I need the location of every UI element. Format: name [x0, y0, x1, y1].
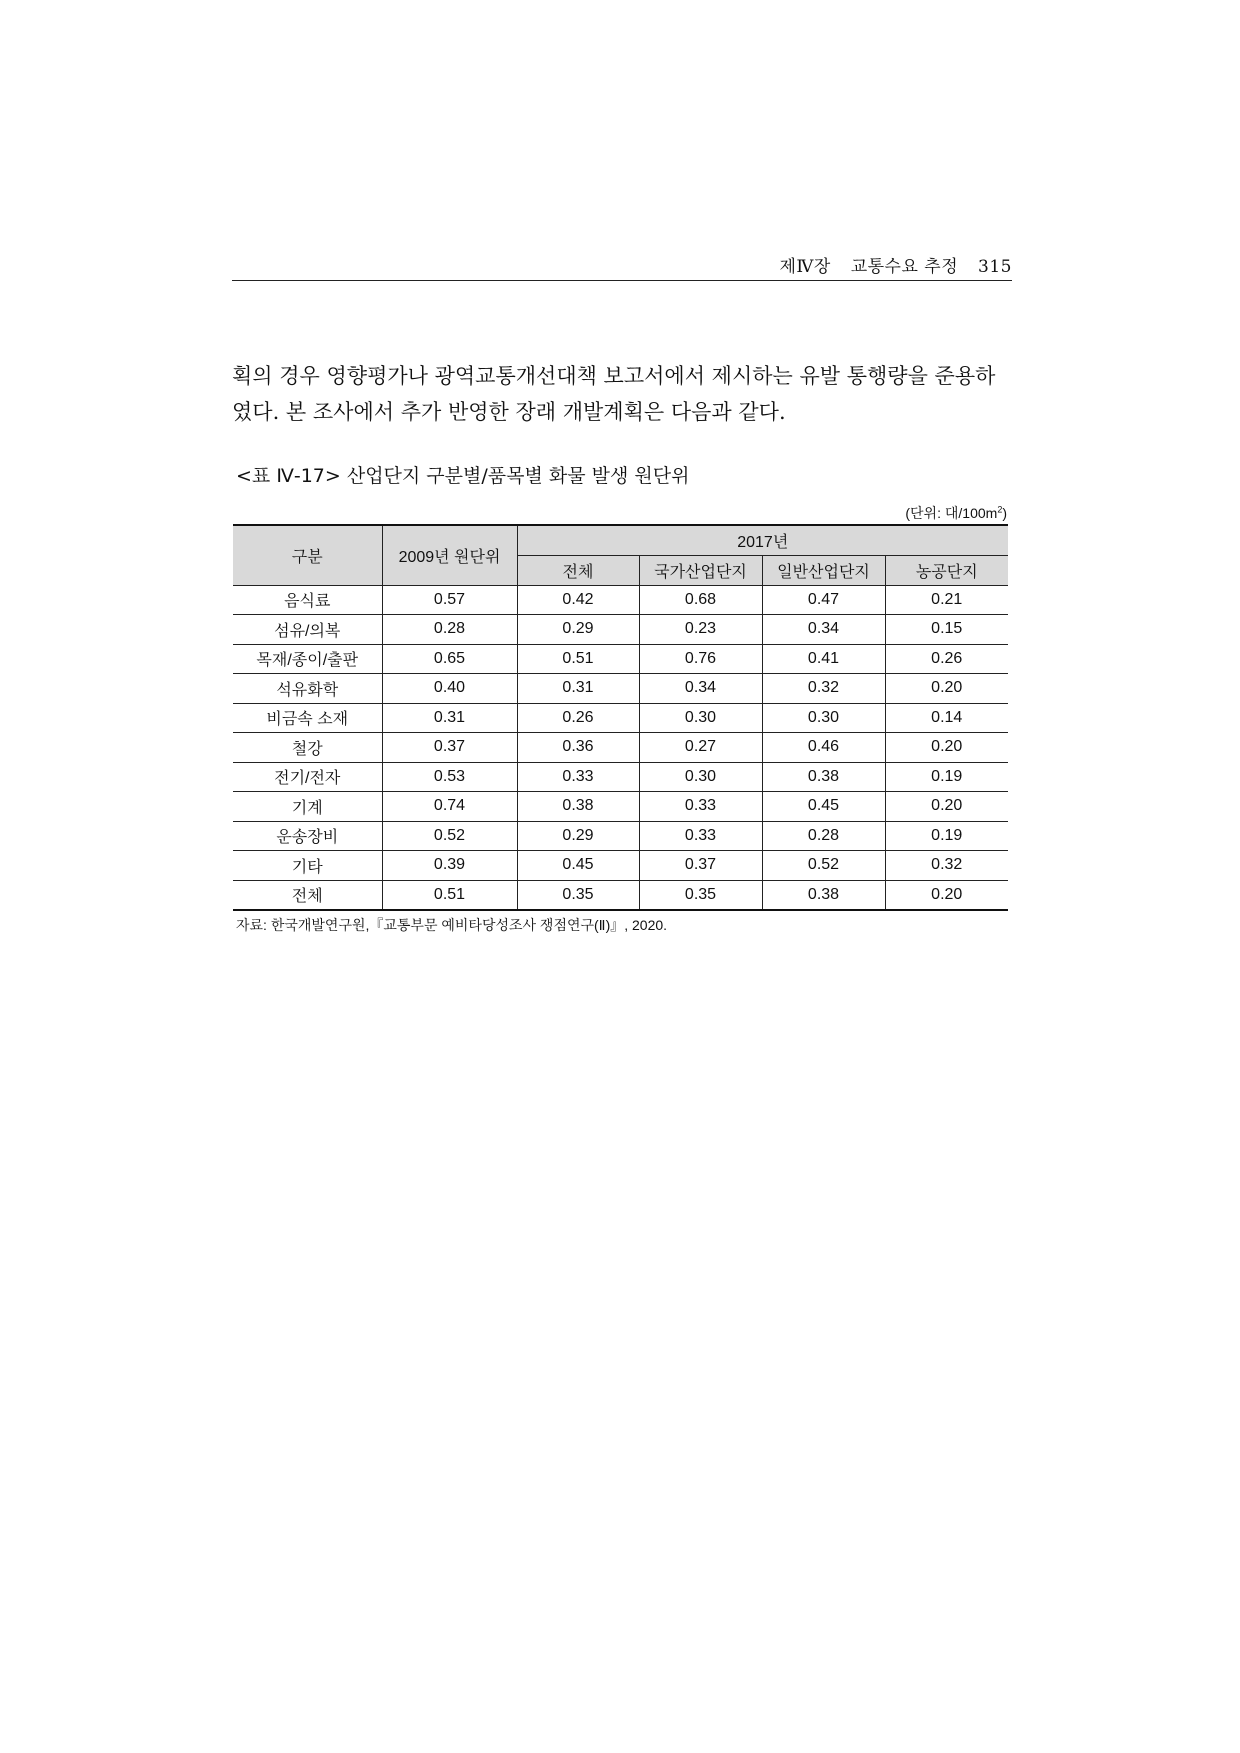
- value-cell: 0.32: [762, 674, 885, 704]
- value-cell: 0.27: [639, 733, 762, 763]
- table-row: [233, 762, 1008, 792]
- value-cell: 0.53: [382, 762, 517, 792]
- row-category-cell: 전기/전자: [233, 762, 382, 792]
- value-cell: 0.19: [885, 821, 1008, 851]
- value-cell: 0.76: [639, 644, 762, 674]
- value-cell: 0.20: [885, 674, 1008, 704]
- table-row: [233, 703, 1008, 733]
- unit-text: (단위: 대/100m: [905, 505, 998, 521]
- header-total: 전체: [517, 556, 639, 586]
- value-cell: 0.21: [885, 585, 1008, 615]
- row-category-cell: 목재/종이/출판: [233, 644, 382, 674]
- value-cell: 0.51: [517, 644, 639, 674]
- value-cell: 0.45: [517, 851, 639, 881]
- value-cell: 0.31: [517, 674, 639, 704]
- value-cell: 0.40: [382, 674, 517, 704]
- value-cell: 0.20: [885, 733, 1008, 763]
- value-cell: 0.30: [639, 762, 762, 792]
- row-category-cell: 전체: [233, 880, 382, 910]
- value-cell: 0.33: [517, 762, 639, 792]
- value-cell: 0.28: [762, 821, 885, 851]
- table-row: [233, 821, 1008, 851]
- value-cell: 0.28: [382, 615, 517, 645]
- freight-rate-table: [233, 524, 1008, 911]
- value-cell: 0.68: [639, 585, 762, 615]
- chapter-number: 제Ⅳ장: [779, 257, 831, 277]
- header-2009: 2009년 원단위: [382, 525, 517, 585]
- table-row: [233, 851, 1008, 881]
- value-cell: 0.41: [762, 644, 885, 674]
- value-cell: 0.38: [762, 880, 885, 910]
- value-cell: 0.38: [517, 792, 639, 822]
- value-cell: 0.19: [885, 762, 1008, 792]
- row-category-cell: 비금속 소재: [233, 703, 382, 733]
- value-cell: 0.35: [517, 880, 639, 910]
- table-row: [233, 585, 1008, 615]
- page-number: 315: [978, 257, 1012, 277]
- value-cell: 0.37: [382, 733, 517, 763]
- row-category-cell: 음식료: [233, 585, 382, 615]
- value-cell: 0.36: [517, 733, 639, 763]
- value-cell: 0.74: [382, 792, 517, 822]
- unit-superscript: 2: [997, 504, 1003, 515]
- value-cell: 0.46: [762, 733, 885, 763]
- value-cell: 0.35: [639, 880, 762, 910]
- value-cell: 0.39: [382, 851, 517, 881]
- table-caption: <표 Ⅳ-17> 산업단지 구분별/품목별 화물 발생 원단위: [236, 465, 690, 487]
- value-cell: 0.38: [762, 762, 885, 792]
- table-unit: [700, 503, 1007, 523]
- value-cell: 0.51: [382, 880, 517, 910]
- value-cell: 0.34: [762, 615, 885, 645]
- value-cell: 0.30: [762, 703, 885, 733]
- header-national-complex: 국가산업단지: [639, 556, 762, 586]
- value-cell: 0.32: [885, 851, 1008, 881]
- value-cell: 0.37: [639, 851, 762, 881]
- body-paragraph: [232, 358, 1012, 430]
- body-line-2: 였다. 본 조사에서 추가 반영한 장래 개발계획은 다음과 같다.: [232, 400, 786, 424]
- row-category-cell: 기계: [233, 792, 382, 822]
- table-row: [233, 733, 1008, 763]
- value-cell: 0.65: [382, 644, 517, 674]
- value-cell: 0.47: [762, 585, 885, 615]
- row-category-cell: 석유화학: [233, 674, 382, 704]
- value-cell: 0.30: [639, 703, 762, 733]
- value-cell: 0.57: [382, 585, 517, 615]
- chapter-title: 교통수요 추정: [850, 257, 959, 277]
- table-source: 자료: 한국개발연구원,『교통부문 예비타당성조사 쟁점연구(Ⅱ)』, 2020.: [236, 917, 668, 933]
- value-cell: 0.52: [762, 851, 885, 881]
- header-general-complex: 일반산업단지: [762, 556, 885, 586]
- table-row: [233, 880, 1008, 910]
- value-cell: 0.26: [517, 703, 639, 733]
- value-cell: 0.23: [639, 615, 762, 645]
- value-cell: 0.29: [517, 821, 639, 851]
- value-cell: 0.26: [885, 644, 1008, 674]
- table-row: [233, 674, 1008, 704]
- header-2017: 2017년: [517, 525, 1008, 556]
- value-cell: 0.29: [517, 615, 639, 645]
- header-category: 구분: [233, 525, 382, 585]
- value-cell: 0.15: [885, 615, 1008, 645]
- unit-close: ): [1002, 505, 1007, 521]
- value-cell: 0.20: [885, 792, 1008, 822]
- row-category-cell: 섬유/의복: [233, 615, 382, 645]
- value-cell: 0.52: [382, 821, 517, 851]
- value-cell: 0.34: [639, 674, 762, 704]
- value-cell: 0.31: [382, 703, 517, 733]
- value-cell: 0.42: [517, 585, 639, 615]
- row-category-cell: 철강: [233, 733, 382, 763]
- table-row: [233, 615, 1008, 645]
- value-cell: 0.33: [639, 792, 762, 822]
- table-row: [233, 644, 1008, 674]
- table-body: [233, 585, 1008, 910]
- table-row: [233, 792, 1008, 822]
- running-header: [232, 252, 1012, 281]
- value-cell: 0.33: [639, 821, 762, 851]
- header-agri-complex: 농공단지: [885, 556, 1008, 586]
- body-line-1: 획의 경우 영향평가나 광역교통개선대책 보고서에서 제시하는 유발 통행량을 준용하: [232, 364, 996, 388]
- value-cell: 0.14: [885, 703, 1008, 733]
- row-category-cell: 운송장비: [233, 821, 382, 851]
- value-cell: 0.45: [762, 792, 885, 822]
- value-cell: 0.20: [885, 880, 1008, 910]
- row-category-cell: 기타: [233, 851, 382, 881]
